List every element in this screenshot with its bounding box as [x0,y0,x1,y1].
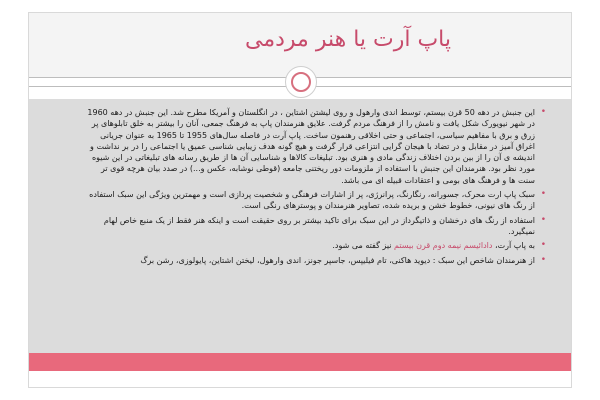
bullet-text: از هنرمندان شاخص این سبک : دیوید هاکنی، تام فیلیپس، جاسپر جونز، اندی وارهول، لیختن اشتاین، پایولوزی، رشن برگ [140,255,535,265]
bullet-list [85,107,547,266]
bullet-suffix: نیز گفته می شود. [332,241,395,251]
bullet-text: این جنبش در دهه 50 قرن بیستم، توسط اندی وارهول و روی لیشتن اشتاین ، در انگلستان و آمریکا مطرح شد. این جنبش در دهه 1960 در شهر نیویورک شکل یافت و نامش را از فرهنگ مردم گرفت. علایق هنرمندان پاپ به فرهنگ جمعی، آنان را بیشتر به خلق تابلوهای پر زرق و برق با مفاهیم سیاسی، اجتماعی و حتی اخلاقی رهنمون ساخت. پاپ آرت در فاصله سال‌های 1955 تا 1965 به عنوان جریانی اغراق آمیز در مقابل و در تضاد با هیجان گرایی انتزاعی قرار گرفت و هیچ گونه هدف زیبایی شناسی عمیق یا اجتماعی را در بر نداشت و اندیشه ی آن را از بین بردن اختلاف زندگی مادی و هنری بود. تبلیغات کالاها و شناسایی آن ها از طریق رسانه های تبلیغاتی در این شیوه مورد نظر بود. هنرمندان این جنبش با استفاده از ملزومات دور ریختنی جامعه (قوطی نوشابه، عکس و...) در صدد بیان هرچه قوی تر سنت ها و فرهنگ های بومی و اعتقادات قبیله ای می باشد. [87,108,535,185]
list-item [85,215,535,238]
bullet-text: سبک پاپ ارت محرک، جسورانه، رنگارنگ، پرانرژی، پر از اشارات فرهنگی و شخصیت پردازی است و مهمترین ویژگی این سبک استفاده از رنگ های نیونی، خطوط خشن و بریده شده، تصاویر هنرمندان و پوسترهای رنگی است. [89,190,535,211]
slide [28,12,572,388]
circle-ornament [285,66,317,98]
body-text [85,107,547,269]
list-item [85,255,535,266]
list-item [85,107,535,186]
circle-ornament-inner [291,72,311,92]
content-area [29,99,571,353]
list-item [85,240,535,251]
slide-title: پاپ آرت یا هنر مردمی [244,27,451,52]
bullet-text: استفاده از رنگ های درخشان و ذاتیگرداز در این سبک برای تاکید بیشتر بر روی حقیقت است و اینکه هنر فقط از یک منبع خاص لهام نمیگیرد. [103,215,535,236]
list-item [85,189,535,212]
footer-strip [29,371,571,388]
footer-band [29,353,571,371]
highlighted-text: دادائیسم نیمه دوم قرن بیستم [394,241,493,251]
bullet-prefix: به پاپ آرت، [492,241,535,251]
